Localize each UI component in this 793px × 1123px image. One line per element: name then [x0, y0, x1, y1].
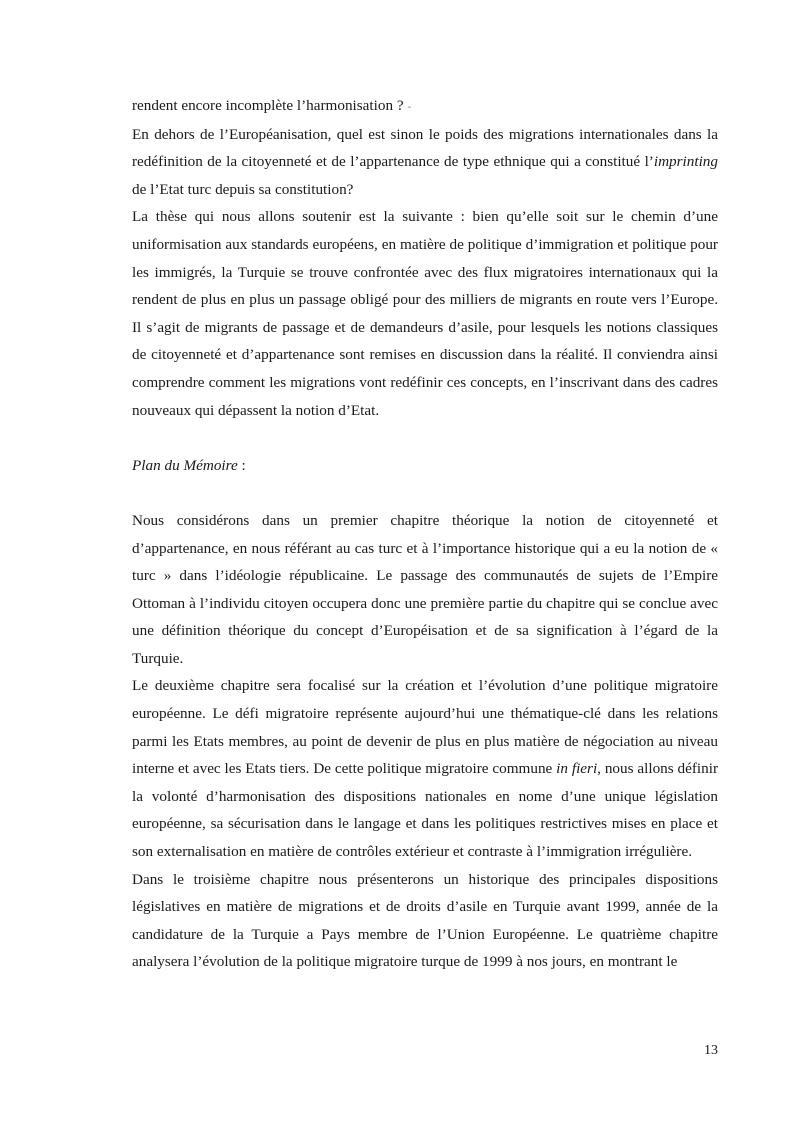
chapter-two-text-b: , nous allons définir la volonté d’harmonisation des dispositions nationales en nome d’une unique législation européenne, sa sécurisation dans le langage et dans les politiques restrictives mises en place et son externalisation en matière de contrôles extérieur et contraste à l’immigration irrégulière. — [132, 760, 719, 861]
question-text-a: En dehors de l’Européanisation, quel est sinon le poids des migrations internationales dans la redéfinition de la citoyenneté et de l’appartenance de type ethnique qui a constitué l’ — [132, 125, 718, 171]
margin-mark: - — [407, 99, 412, 113]
paragraph-question — [132, 121, 718, 204]
chapter-two-text-a: Le deuxième chapitre sera focalisé sur la création et l’évolution d’une politique migratoire européenne. Le défi migratoire représente aujourd’hui une thématique-clé dans les relations parmi les Etats membres, au point de devenir de plus en plus matière de négociation au niveau interne et avec les Etats tiers. De cette politique migratoire commune — [132, 677, 718, 778]
question-emphasis: imprinting — [653, 153, 718, 171]
page-number: 13 — [704, 1043, 718, 1058]
paragraph-chapter-one: Nous considérons dans un premier chapitre théorique la notion de citoyenneté et d’appartenance, en nous référant au cas turc et à l’importance historique qui a eu la notion de « turc » dans l’idéologie républicaine. Le passage des communautés de sujets de l’Empire Ottoman à l’individu citoyen occupera donc une première partie du chapitre qui se conclue avec une définition théorique du concept d’Européisation et de sa signification à l’égard de la Turquie. — [132, 511, 718, 667]
continuation-text: rendent encore incomplète l’harmonisation ? — [132, 97, 404, 114]
paragraph-thesis: La thèse qui nous allons soutenir est la suivante : bien qu’elle soit sur le chemin d’une uniformisation aux standards européens, en matière de politique d’immigration et politique pour les immigrés, la Turquie se trouve confrontée avec des flux migratoires internationaux qui la rendent de plus en plus un passage obligé pour des milliers de migrants en route vers l’Europe. Il s’agit de migrants de passage et de demandeurs d’asile, pour lesquels les notions classiques de citoyenneté et d’appartenance sont remises en discussion dans la réalité. Il conviendra ainsi comprendre comment les migrations vont redéfinir ces concepts, en l’inscrivant dans des cadres nouveaux qui dépassent la notion d’Etat. — [132, 208, 718, 419]
paragraph-continuation — [132, 92, 718, 121]
spacer — [132, 424, 718, 452]
paragraph-chapter-three-four: Dans le troisième chapitre nous présenterons un historique des principales dispositions législatives en matière de migrations et de droits d’asile en Turquie avant 1999, année de la candidature de la Turquie a Pays membre de l’Union Européenne. Le quatrième chapitre analysera l’évolution de la politique migratoire turque de 1999 à nos jours, en montrant le — [132, 870, 718, 971]
question-text-b: de l’Etat turc depuis sa constitution? — [132, 180, 354, 198]
paragraph-chapter-two — [132, 672, 718, 865]
spacer — [132, 479, 718, 507]
chapter-two-emphasis: in fieri — [556, 760, 598, 778]
plan-heading-suffix: : — [237, 456, 246, 474]
page-body — [132, 92, 718, 976]
plan-heading-title: Plan du Mémoire — [132, 456, 238, 474]
plan-heading — [132, 452, 718, 480]
